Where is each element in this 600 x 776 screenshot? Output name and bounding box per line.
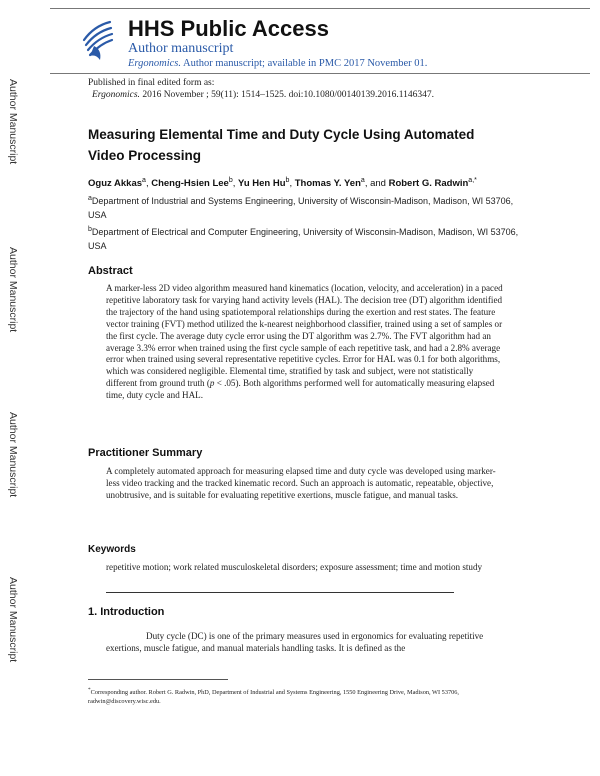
header-bottom-rule bbox=[50, 73, 590, 74]
author-name: Thomas Y. Yen bbox=[294, 178, 361, 190]
header-title: HHS Public Access bbox=[128, 16, 329, 41]
abstract-text bbox=[106, 283, 506, 402]
practitioner-summary-heading: Practitioner Summary bbox=[88, 447, 203, 459]
footnote-mark: * bbox=[88, 687, 91, 693]
header-citation-rest: Author manuscript; available in PMC 2017 November 01. bbox=[183, 58, 428, 69]
footnote-text: Corresponding author. Robert G. Radwin, PhD, Department of Industrial and Systems Engineering, 1550 Engineering Drive, Madison, WI 53706, radwin@discovery.wisc.edu. bbox=[88, 689, 459, 706]
keywords-text: repetitive motion; work related musculoskeletal disorders; exposure assessment; time and motion study bbox=[106, 562, 483, 572]
page-title: Measuring Elemental Time and Duty Cycle Using Automated Video Processing bbox=[88, 127, 475, 163]
keywords-divider bbox=[106, 592, 454, 593]
side-label-author-manuscript: Author Manuscript bbox=[7, 247, 19, 333]
affiliation-sup: a bbox=[88, 195, 92, 202]
published-citation: 2016 November ; 59(11): 1514–1525. doi:10.1080/00140139.2016.1146347. bbox=[142, 90, 434, 100]
header-citation bbox=[128, 58, 427, 69]
published-journal: Ergonomics. bbox=[92, 90, 140, 100]
affiliation-text: Department of Electrical and Computer Engineering, University of Wisconsin-Madison, Madison, WI 53706, USA bbox=[88, 227, 519, 251]
footnote bbox=[88, 686, 508, 706]
footnote-divider bbox=[88, 679, 228, 680]
header-subtitle: Author manuscript bbox=[128, 41, 234, 56]
author-name: Robert G. Radwin bbox=[388, 178, 469, 190]
author-affil-sup: b bbox=[285, 177, 290, 184]
author-list: Oguz Akkas$^a$, Cheng-Hsien Lee$^b$, Yu Hen Hu$^b$, Thomas Y. Yen$^a$, and Robert G. Radwin$^{a,*}$ bbox=[88, 177, 477, 190]
abstract-heading: Abstract bbox=[88, 265, 133, 277]
author-name: Cheng-Hsien Lee bbox=[151, 178, 229, 190]
introduction-text: Duty cycle (DC) is one of the primary measures used in ergonomics for evaluating repetitive exertions, muscle fatigue, and manual materials handling tasks. It is defined as the bbox=[106, 631, 484, 653]
keywords-heading: Keywords bbox=[88, 544, 136, 555]
header-top-rule bbox=[50, 8, 590, 9]
hhs-eagle-icon bbox=[80, 16, 116, 62]
side-label-author-manuscript: Author Manuscript bbox=[7, 577, 19, 663]
affiliation bbox=[88, 192, 528, 222]
author-affil-sup: a,* bbox=[468, 177, 477, 184]
side-label-author-manuscript: Author Manuscript bbox=[7, 412, 19, 498]
introduction-heading: 1. Introduction bbox=[88, 606, 165, 618]
header-citation-journal: Ergonomics. bbox=[128, 58, 181, 69]
published-label: Published in final edited form as: bbox=[88, 78, 215, 88]
published-details bbox=[88, 89, 434, 101]
affiliation-text: Department of Industrial and Systems Engineering, University of Wisconsin-Madison, Madison, WI 53706, USA bbox=[88, 196, 514, 220]
affiliation-sup: b bbox=[88, 226, 92, 233]
author-and: and bbox=[370, 178, 386, 190]
practitioner-summary-text: A completely automated approach for measuring elapsed time and duty cycle was developed using marker-less video tracking and the tracked kinematic record. Such an approach is automatic, repeatable, objective, unobtrusive, and is suitable for evaluating repetitive exertions, muscle fatigue, and manual tasks. bbox=[106, 466, 496, 500]
affiliation bbox=[88, 223, 528, 253]
author-affil-sup: b bbox=[228, 177, 233, 184]
side-label-author-manuscript: Author Manuscript bbox=[7, 79, 19, 165]
abstract-text-part: < .05). Both algorithms performed well for automatically measuring elapsed time, duty cycle and HAL. bbox=[106, 378, 495, 401]
published-info bbox=[88, 77, 434, 101]
author-name: Yu Hen Hu bbox=[238, 178, 286, 190]
author-affil-sup: a bbox=[142, 177, 146, 184]
author-affil-sup: a bbox=[360, 177, 365, 184]
abstract-text-part: A marker-less 2D video algorithm measured hand kinematics (location, velocity, and acceleration) in a paced repetitive laboratory task for varying hand activity levels (HAL). The decision tree (DT) algorithm identified the trajectory of the hand using spatiotemporal relationships during the exertion and rest states. The feature vector training (FVT) method utilized the k-nearest neighborhood classifier, trained using a set of samples or the first cycle. The average duty cycle error using the DT algorithm was 2.7%. The FVT algorithm had an average 3.3% error when trained using the first cycle sample of each repetitive task, and had a 2.8% average error when trained using several representative repetitive cycles. Error for HAL was 0.1 for both algorithms, which was considered negligible. Elemental time, stratified by task and subject, were not statistically different from ground truth ( bbox=[106, 283, 503, 389]
p-value-symbol: p bbox=[209, 378, 215, 389]
author-name: Oguz Akkas bbox=[88, 178, 143, 190]
